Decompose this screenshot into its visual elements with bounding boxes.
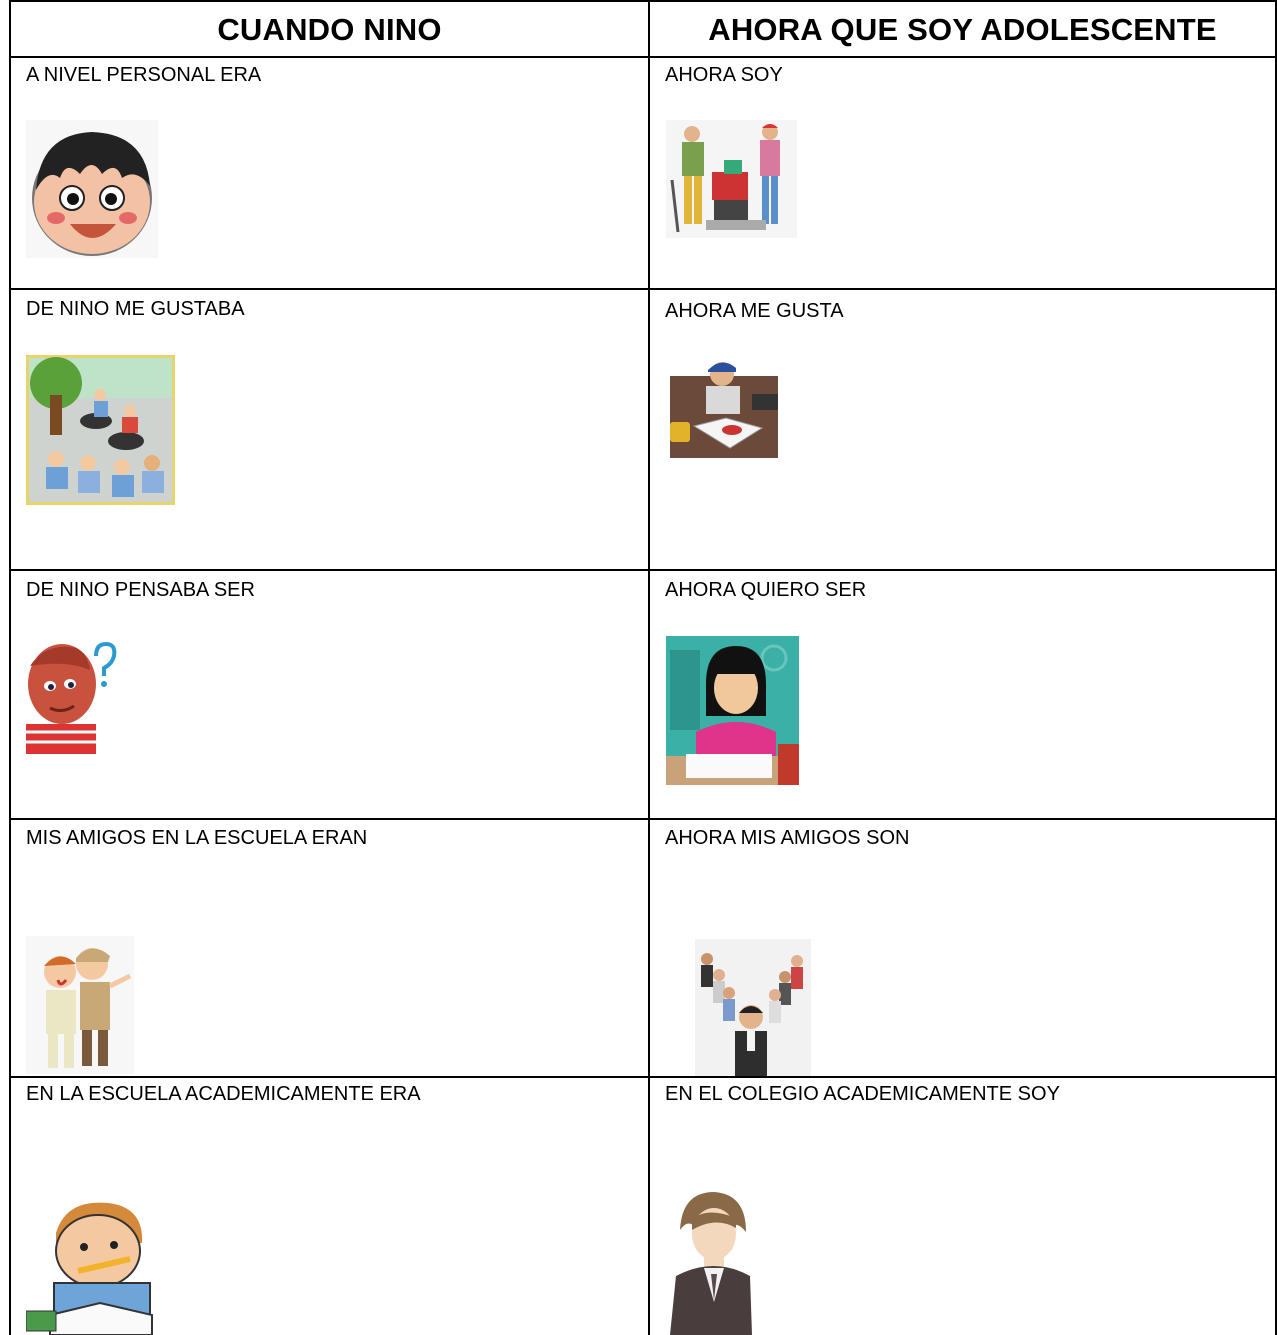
row5-right-label: EN EL COLEGIO ACADEMICAMENTE SOY xyxy=(665,1083,1060,1105)
header-right: AHORA QUE SOY ADOLESCENTE xyxy=(708,12,1217,47)
column-divider xyxy=(648,0,650,1335)
teen-boy-and-girl-image xyxy=(666,120,797,238)
row4-left-label: MIS AMIGOS EN LA ESCUELA ERAN xyxy=(26,827,368,849)
anime-student-image xyxy=(666,1190,752,1335)
row2-left-label: DE NINO ME GUSTABA xyxy=(26,298,245,320)
children-playing-image xyxy=(26,355,175,505)
row3-left-label: DE NINO PENSABA SER xyxy=(26,579,255,601)
two-kid-friends-image xyxy=(26,936,134,1074)
row-divider xyxy=(9,818,1277,820)
row4-right-label: AHORA MIS AMIGOS SON xyxy=(665,827,910,849)
row2-right-label: AHORA ME GUSTA xyxy=(665,300,844,322)
row-divider xyxy=(9,56,1277,58)
row-divider xyxy=(9,569,1277,571)
header-left: CUANDO NINO xyxy=(217,12,442,47)
teen-friends-group-image xyxy=(695,939,811,1076)
table-border-top xyxy=(9,0,1277,2)
table-border-left xyxy=(9,0,11,1335)
row-divider xyxy=(9,1076,1277,1078)
row5-left-label: EN LA ESCUELA ACADEMICAMENTE ERA xyxy=(26,1083,421,1105)
teen-studying-image xyxy=(666,356,786,474)
row1-right-label: AHORA SOY xyxy=(665,64,783,86)
row-divider xyxy=(9,288,1277,290)
row1-left-label: A NIVEL PERSONAL ERA xyxy=(26,64,262,86)
row3-right-label: AHORA QUIERO SER xyxy=(665,579,867,601)
cartoon-boy-face-image xyxy=(26,120,158,258)
boy-thinking-image xyxy=(26,636,117,754)
girl-writing-image xyxy=(666,636,799,785)
boy-homework-image xyxy=(26,1193,175,1335)
